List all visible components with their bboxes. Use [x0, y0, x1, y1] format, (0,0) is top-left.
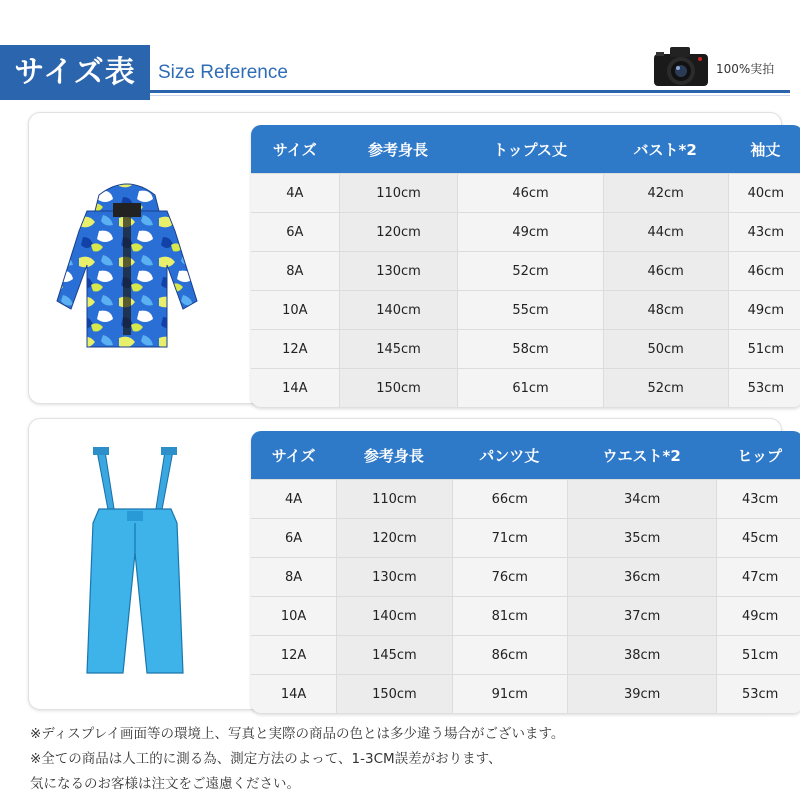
- table-header-row: [251, 431, 800, 479]
- header-divider: [150, 90, 790, 93]
- table-cell: 52cm: [603, 368, 728, 407]
- table-cell: 91cm: [452, 674, 567, 713]
- table-cell: 58cm: [457, 329, 602, 368]
- table-cell: 35cm: [567, 518, 716, 557]
- table-cell: 43cm: [728, 212, 800, 251]
- table-row: [251, 290, 800, 329]
- table-cell: 55cm: [457, 290, 602, 329]
- table-row: [251, 173, 800, 212]
- table-cell: 14A: [251, 368, 339, 407]
- header-divider-thin: [150, 95, 790, 96]
- table-row: [251, 674, 800, 713]
- table-cell: 10A: [251, 290, 339, 329]
- table-cell: 44cm: [603, 212, 728, 251]
- table-cell: 49cm: [716, 596, 800, 635]
- table-cell: 6A: [251, 518, 336, 557]
- table-cell: 38cm: [567, 635, 716, 674]
- table-cell: 51cm: [716, 635, 800, 674]
- disclaimer-notes: [30, 722, 564, 797]
- table-cell: 140cm: [336, 596, 451, 635]
- table-cell: 47cm: [716, 557, 800, 596]
- table-cell: 42cm: [603, 173, 728, 212]
- table-row: [251, 329, 800, 368]
- table-cell: 110cm: [339, 173, 458, 212]
- table-cell: 14A: [251, 674, 336, 713]
- table-cell: 43cm: [716, 479, 800, 518]
- table-row: [251, 557, 800, 596]
- table-header-row: [251, 125, 800, 173]
- table-row: [251, 251, 800, 290]
- table-cell: 12A: [251, 329, 339, 368]
- table-cell: 145cm: [339, 329, 458, 368]
- table-row: [251, 479, 800, 518]
- table-cell: 46cm: [603, 251, 728, 290]
- table-cell: 34cm: [567, 479, 716, 518]
- pants-image: [69, 447, 199, 687]
- jacket-size-table: [251, 125, 800, 407]
- table-cell: 8A: [251, 251, 339, 290]
- table-cell: 61cm: [457, 368, 602, 407]
- table-cell: 10A: [251, 596, 336, 635]
- column-header: トップス丈: [457, 125, 602, 173]
- table-cell: 36cm: [567, 557, 716, 596]
- jacket-size-panel: [28, 112, 782, 404]
- table-cell: 145cm: [336, 635, 451, 674]
- table-cell: 53cm: [716, 674, 800, 713]
- table-row: [251, 596, 800, 635]
- column-header: 参考身長: [336, 431, 451, 479]
- table-cell: 71cm: [452, 518, 567, 557]
- column-header: ヒップ: [716, 431, 800, 479]
- column-header: 袖丈: [728, 125, 800, 173]
- table-cell: 48cm: [603, 290, 728, 329]
- note-line: ※全ての商品は人工的に測る為、測定方法のよって、1-3CM誤差がおります、: [30, 751, 502, 767]
- column-header: 参考身長: [339, 125, 458, 173]
- table-cell: 4A: [251, 173, 339, 212]
- column-header: サイズ: [251, 125, 339, 173]
- table-cell: 8A: [251, 557, 336, 596]
- table-cell: 76cm: [452, 557, 567, 596]
- table-cell: 40cm: [728, 173, 800, 212]
- column-header: パンツ丈: [452, 431, 567, 479]
- table-cell: 140cm: [339, 290, 458, 329]
- table-cell: 49cm: [457, 212, 602, 251]
- table-row: [251, 518, 800, 557]
- table-cell: 39cm: [567, 674, 716, 713]
- table-cell: 120cm: [339, 212, 458, 251]
- table-cell: 50cm: [603, 329, 728, 368]
- table-cell: 51cm: [728, 329, 800, 368]
- table-cell: 86cm: [452, 635, 567, 674]
- table-cell: 66cm: [452, 479, 567, 518]
- table-cell: 6A: [251, 212, 339, 251]
- table-cell: 150cm: [339, 368, 458, 407]
- table-cell: 46cm: [728, 251, 800, 290]
- column-header: ウエスト*2: [567, 431, 716, 479]
- jacket-image: [37, 173, 217, 353]
- table-cell: 45cm: [716, 518, 800, 557]
- table-cell: 110cm: [336, 479, 451, 518]
- table-row: [251, 212, 800, 251]
- table-cell: 4A: [251, 479, 336, 518]
- table-cell: 130cm: [339, 251, 458, 290]
- page-subtitle: Size Reference: [158, 62, 288, 83]
- column-header: サイズ: [251, 431, 336, 479]
- pants-size-table: [251, 431, 800, 713]
- note-line: 気になるのお客様は注文をご遠慮ください。: [30, 776, 300, 792]
- table-cell: 81cm: [452, 596, 567, 635]
- column-header: バスト*2: [603, 125, 728, 173]
- table-cell: 37cm: [567, 596, 716, 635]
- camera-icon: [650, 42, 712, 90]
- photo-note: 100%実拍: [716, 62, 775, 76]
- table-cell: 12A: [251, 635, 336, 674]
- table-cell: 150cm: [336, 674, 451, 713]
- table-row: [251, 635, 800, 674]
- table-cell: 53cm: [728, 368, 800, 407]
- table-row: [251, 368, 800, 407]
- pants-size-panel: [28, 418, 782, 710]
- table-cell: 46cm: [457, 173, 602, 212]
- table-cell: 120cm: [336, 518, 451, 557]
- table-cell: 49cm: [728, 290, 800, 329]
- table-cell: 130cm: [336, 557, 451, 596]
- page-title: サイズ表: [0, 45, 150, 100]
- table-cell: 52cm: [457, 251, 602, 290]
- note-line: ※ディスプレイ画面等の環境上、写真と実際の商品の色とは多少違う場合がございます。: [30, 726, 565, 742]
